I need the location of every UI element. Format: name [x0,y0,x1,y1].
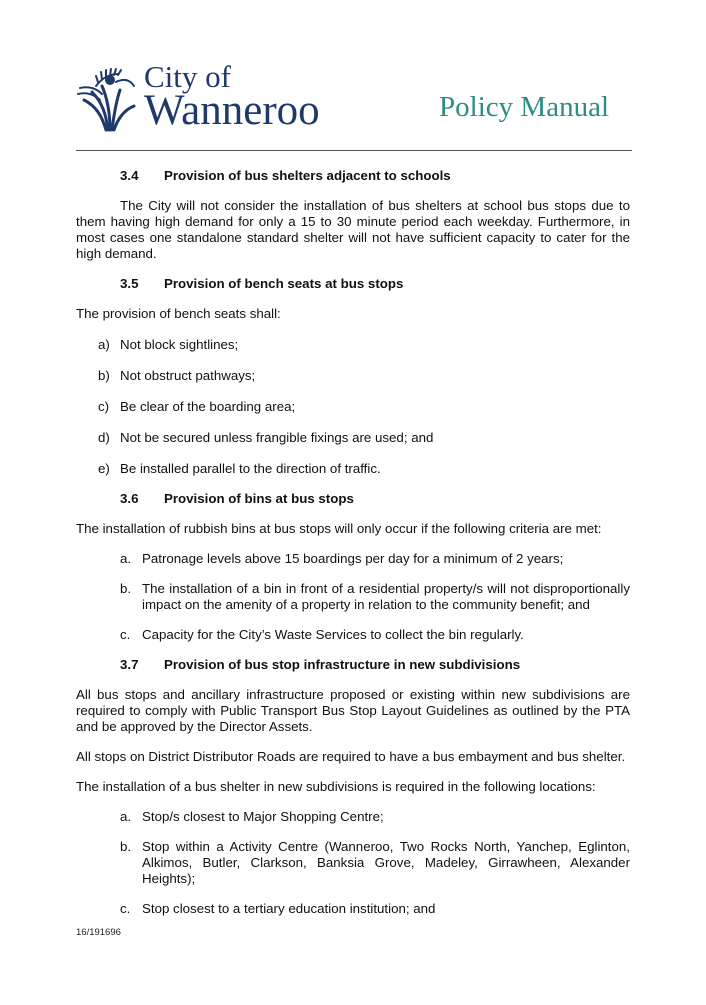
list-item-text: Not block sightlines; [120,337,239,352]
bin-criteria-list [76,551,630,643]
list-item [76,901,630,917]
list-item [76,839,630,887]
banksia-logo-icon [76,66,138,132]
list-marker: e) [98,461,110,476]
list-marker: c. [120,627,131,642]
list-item-text: Capacity for the City’s Waste Services to collect the bin regularly. [142,627,524,642]
section-title: Provision of bins at bus stops [164,491,354,506]
section-title: Provision of bus stop infrastructure in new subdivisions [164,657,521,672]
list-marker: b. [120,839,132,854]
section-number: 3.4 [120,168,139,183]
list-item-text: The installation of a bin in front of a residential property/s will not disproportionally impact on the amenity of a property in relation to the community benefit; and [142,581,630,612]
section-number: 3.5 [120,276,139,291]
list-item [76,551,630,567]
list-item-text: Stop closest to a tertiary education institution; and [142,901,436,916]
header-divider [76,150,632,151]
section-heading-3-4 [76,168,630,184]
list-marker: c) [98,399,110,414]
list-item-text: Stop within a Activity Centre (Wanneroo, Two Rocks North, Yanchep, Eglinton, Alkimos, Butler, Clarkson, Banksia Grove, Madeley, Girrawheen, Alexander Heights); [142,839,630,886]
city-logo [76,59,326,134]
list-item [76,809,630,825]
list-item-text: Not be secured unless frangible fixings are used; and [120,430,434,445]
paragraph: The installation of a bus shelter in new subdivisions is required in the following locations: [76,779,596,794]
paragraph: All bus stops and ancillary infrastructure proposed or existing within new subdivisions are required to comply with Public Transport Bus Stop Layout Guidelines as outlined by the PTA and be approved by the Director Assets. [76,687,630,734]
paragraph: The provision of bench seats shall: [76,306,281,321]
page-header [0,0,706,152]
document-reference: 16/191696 [76,927,121,938]
list-item-text: Not obstruct pathways; [120,368,256,383]
list-item-text: Be installed parallel to the direction of traffic. [120,461,381,476]
list-item [76,368,630,384]
list-marker: a) [98,337,110,352]
bench-seat-list [76,337,630,477]
list-item [76,627,630,643]
list-item [76,461,630,477]
list-item-text: Patronage levels above 15 boardings per day for a minimum of 2 years; [142,551,564,566]
paragraph: All stops on District Distributor Roads are required to have a bus embayment and bus shelter. [76,749,626,764]
list-item [76,430,630,446]
section-number: 3.7 [120,657,139,672]
document-body [76,164,630,917]
paragraph: The City will not consider the installation of bus shelters at school bus stops due to them having high demand for only a 15 to 30 minute period each weekday. Furthermore, in most cases one standalone standard shelter will not have sufficient capacity to cater for the high demand. [76,198,630,261]
list-item [76,581,630,613]
list-marker: b. [120,581,132,596]
list-marker: b) [98,368,110,383]
list-item [76,337,630,353]
list-marker: a. [120,809,132,824]
list-item-text: Stop/s closest to Major Shopping Centre; [142,809,384,824]
section-heading-3-5 [76,276,630,292]
section-title: Provision of bus shelters adjacent to schools [164,168,451,183]
section-heading-3-7 [76,657,630,673]
list-item-text: Be clear of the boarding area; [120,399,296,414]
section-heading-3-6 [76,491,630,507]
logo-text-wanneroo: Wanneroo [144,87,320,134]
section-title: Provision of bench seats at bus stops [164,276,404,291]
paragraph: The installation of rubbish bins at bus stops will only occur if the following criteria are met: [76,521,602,536]
policy-manual-title: Policy Manual [439,91,609,123]
logo-text-city-of: City of [144,59,231,94]
section-number: 3.6 [120,491,139,506]
list-marker: a. [120,551,132,566]
list-marker: c. [120,901,131,916]
list-item [76,399,630,415]
list-marker: d) [98,430,110,445]
shelter-location-list [76,809,630,917]
